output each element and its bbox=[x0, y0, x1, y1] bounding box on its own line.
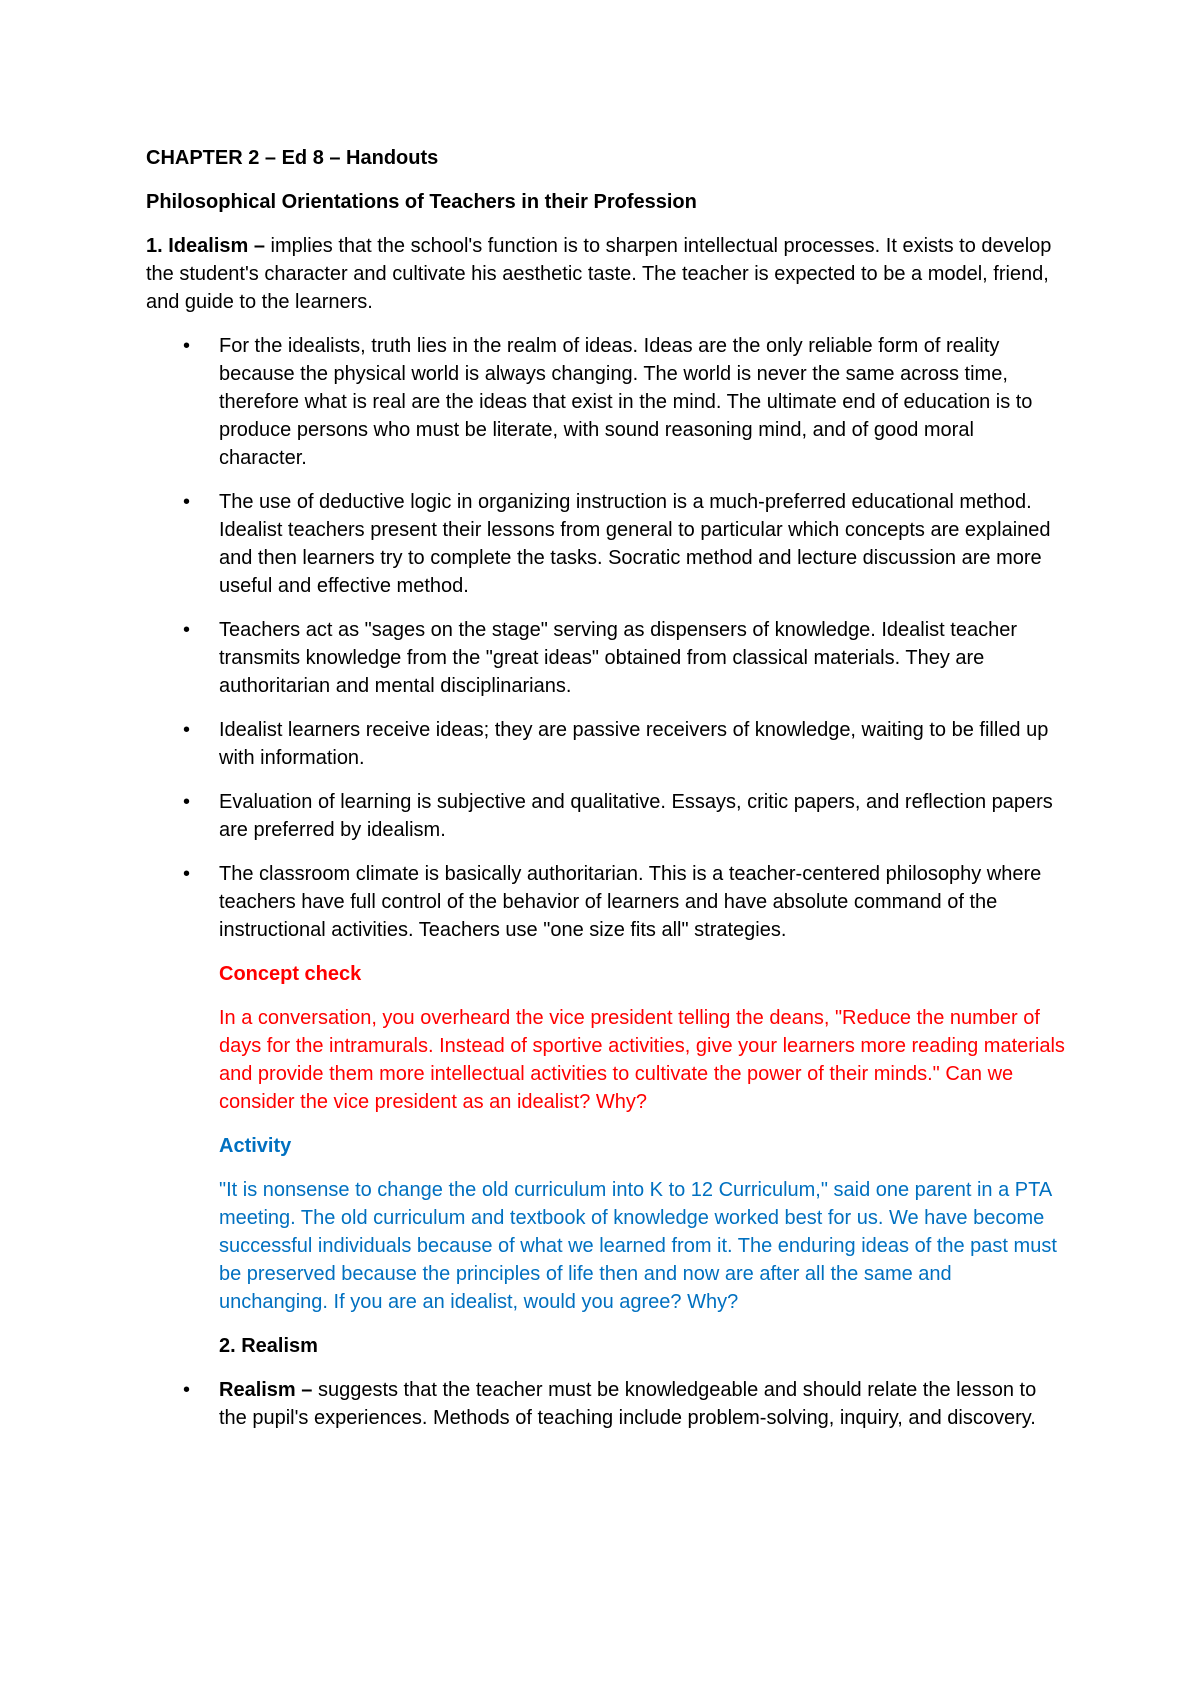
bullet-icon: • bbox=[183, 1379, 191, 1401]
chapter-title: CHAPTER 2 – Ed 8 – Handouts bbox=[146, 147, 439, 169]
idealism-intro bbox=[146, 232, 1066, 316]
list-item bbox=[146, 1376, 1066, 1432]
list-item-text: Idealist learners receive ideas; they are passive receivers of knowledge, waiting to be filled up with information. bbox=[219, 719, 1049, 769]
list-item-text: For the idealists, truth lies in the realm of ideas. Ideas are the only reliable form of reality because the physical world is always changing. The world is never the same across time, therefore what is real are the ideas that exist in the mind. The ultimate end of education is to produce persons who must be literate, with sound reasoning mind, and of good moral character. bbox=[219, 335, 1033, 469]
list-item-text: Teachers act as "sages on the stage" serving as dispensers of knowledge. Idealist teacher transmits knowledge from the "great ideas" obtained from classical materials. They are authoritarian and mental disciplinarians. bbox=[219, 619, 1017, 697]
list-item-text: Evaluation of learning is subjective and qualitative. Essays, critic papers, and reflection papers are preferred by idealism. bbox=[219, 791, 1053, 841]
list-item-text: The classroom climate is basically authoritarian. This is a teacher-centered philosophy where teachers have full control of the behavior of learners and have absolute command of the instructional activities. Teachers use "one size fits all" strategies. bbox=[219, 863, 1042, 941]
list-item-text: The use of deductive logic in organizing instruction is a much-preferred educational method. Idealist teachers present their lessons from general to particular which concepts are explained and then learners try to complete the tasks. Socratic method and lecture discussion are more useful and effective method. bbox=[219, 491, 1051, 597]
bullet-icon: • bbox=[183, 619, 191, 641]
activity-heading: Activity bbox=[219, 1135, 292, 1157]
list-item bbox=[146, 332, 1066, 472]
idealism-intro-text: implies that the school's function is to sharpen intellectual processes. It exists to develop the student's character and cultivate his aesthetic taste. The teacher is expected to be a model, friend, and guide to the learners. bbox=[146, 235, 1052, 313]
list-item bbox=[146, 716, 1066, 772]
realism-bullet-list bbox=[146, 1376, 1066, 1432]
bullet-icon: • bbox=[183, 335, 191, 357]
list-item bbox=[146, 488, 1066, 600]
activity-text: "It is nonsense to change the old curriculum into K to 12 Curriculum," said one parent in a PTA meeting. The old curriculum and textbook of knowledge worked best for us. We have become successful individuals because of what we learned from it. The enduring ideas of the past must be preserved because the principles of life then and now are after all the same and unchanging. If you are an idealist, would you agree? Why? bbox=[219, 1179, 1057, 1313]
bullet-icon: • bbox=[183, 491, 191, 513]
bullet-icon: • bbox=[183, 719, 191, 741]
document-subtitle: Philosophical Orientations of Teachers in their Profession bbox=[146, 191, 697, 213]
realism-text: suggests that the teacher must be knowledgeable and should relate the lesson to the pupil's experiences. Methods of teaching include problem-solving, inquiry, and discovery. bbox=[219, 1379, 1037, 1429]
document-page bbox=[146, 144, 1066, 1448]
concept-check-heading: Concept check bbox=[219, 963, 362, 985]
idealism-bullet-list bbox=[146, 332, 1066, 944]
bullet-icon: • bbox=[183, 791, 191, 813]
list-item bbox=[146, 616, 1066, 700]
realism-heading: 2. Realism bbox=[219, 1335, 318, 1357]
realism-term: Realism – bbox=[219, 1379, 313, 1401]
concept-check-text: In a conversation, you overheard the vice president telling the deans, "Reduce the number of days for the intramurals. Instead of sportive activities, give your learners more reading materials and provide them more intellectual activities to cultivate the power of their minds." Can we consider the vice president as an idealist? Why? bbox=[219, 1007, 1065, 1113]
bullet-icon: • bbox=[183, 863, 191, 885]
idealism-heading: 1. Idealism – bbox=[146, 235, 265, 257]
list-item bbox=[146, 788, 1066, 844]
list-item bbox=[146, 860, 1066, 944]
